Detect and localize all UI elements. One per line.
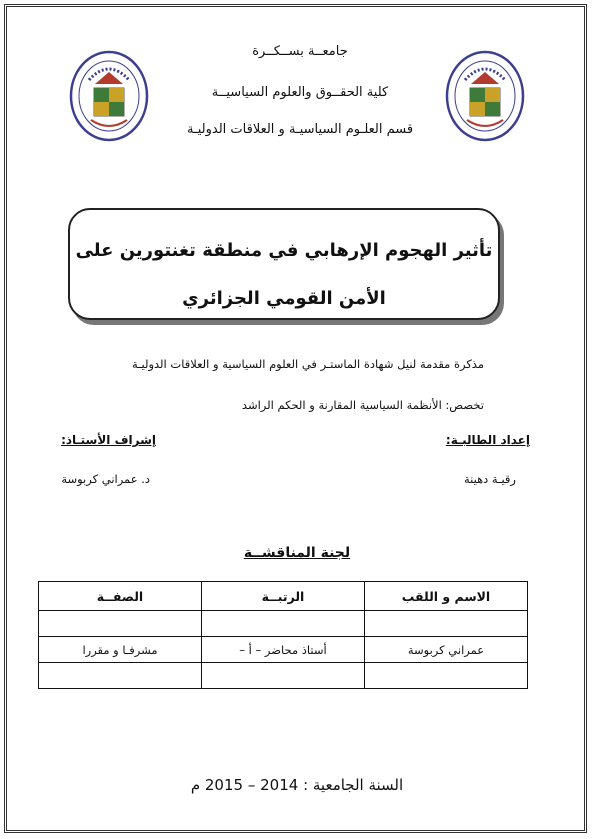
committee-title-text: لجنة المناقشــة (243, 545, 351, 561)
table-cell (365, 611, 528, 637)
header-rank: الرتبــة (202, 582, 365, 611)
supervised-by-label: إشراف الأستـاذ: (61, 433, 156, 447)
thesis-title-box (68, 208, 500, 320)
table-cell: عمراني كربوسة (365, 637, 528, 663)
table-row (39, 637, 528, 663)
committee-title (0, 545, 594, 561)
table-cell (202, 663, 365, 689)
memo-specialization: تخصص: الأنظمة السياسية المقارنة و الحكم الراشد (241, 398, 484, 412)
table-cell: مشرفـا و مقررا (39, 637, 202, 663)
header-role: الصفــة (39, 582, 202, 611)
prepared-by-label: إعداد الطالبـة: (445, 433, 530, 447)
table-cell (365, 663, 528, 689)
table-row (39, 611, 528, 637)
thesis-title-line-2: الأمن القومي الجزائري (182, 288, 386, 309)
academic-year: السنة الجامعية : 2014 – 2015 م (190, 776, 404, 794)
faculty-name: كلية الحقــوق والعلوم السياسيــة (211, 85, 389, 100)
university-name: جامعــة بســكــرة (252, 44, 348, 59)
header-name: الاسم و اللقب (365, 582, 528, 611)
committee-table (38, 581, 528, 689)
university-seal-right (445, 50, 525, 142)
student-name: رقيـة دهينة (463, 472, 516, 486)
supervisor-name: د. عمراني كربوسة (61, 472, 150, 486)
table-header-row (39, 582, 528, 611)
table-cell: أستاذ محاضر – أ – (202, 637, 365, 663)
table-cell (202, 611, 365, 637)
thesis-title-line-1: تأثير الهجوم الإرهابي في منطقة تغنتورين على (75, 240, 493, 261)
department-name: قسم العلـوم السياسيـة و العلاقات الدوليـة (186, 122, 414, 137)
table-cell (39, 611, 202, 637)
table-row (39, 663, 528, 689)
memo-purpose: مذكرة مقدمة لنيل شهادة الماستـر في العلوم السياسية و العلاقات الدوليـة (131, 357, 484, 371)
university-seal-left (69, 50, 149, 142)
table-cell (39, 663, 202, 689)
